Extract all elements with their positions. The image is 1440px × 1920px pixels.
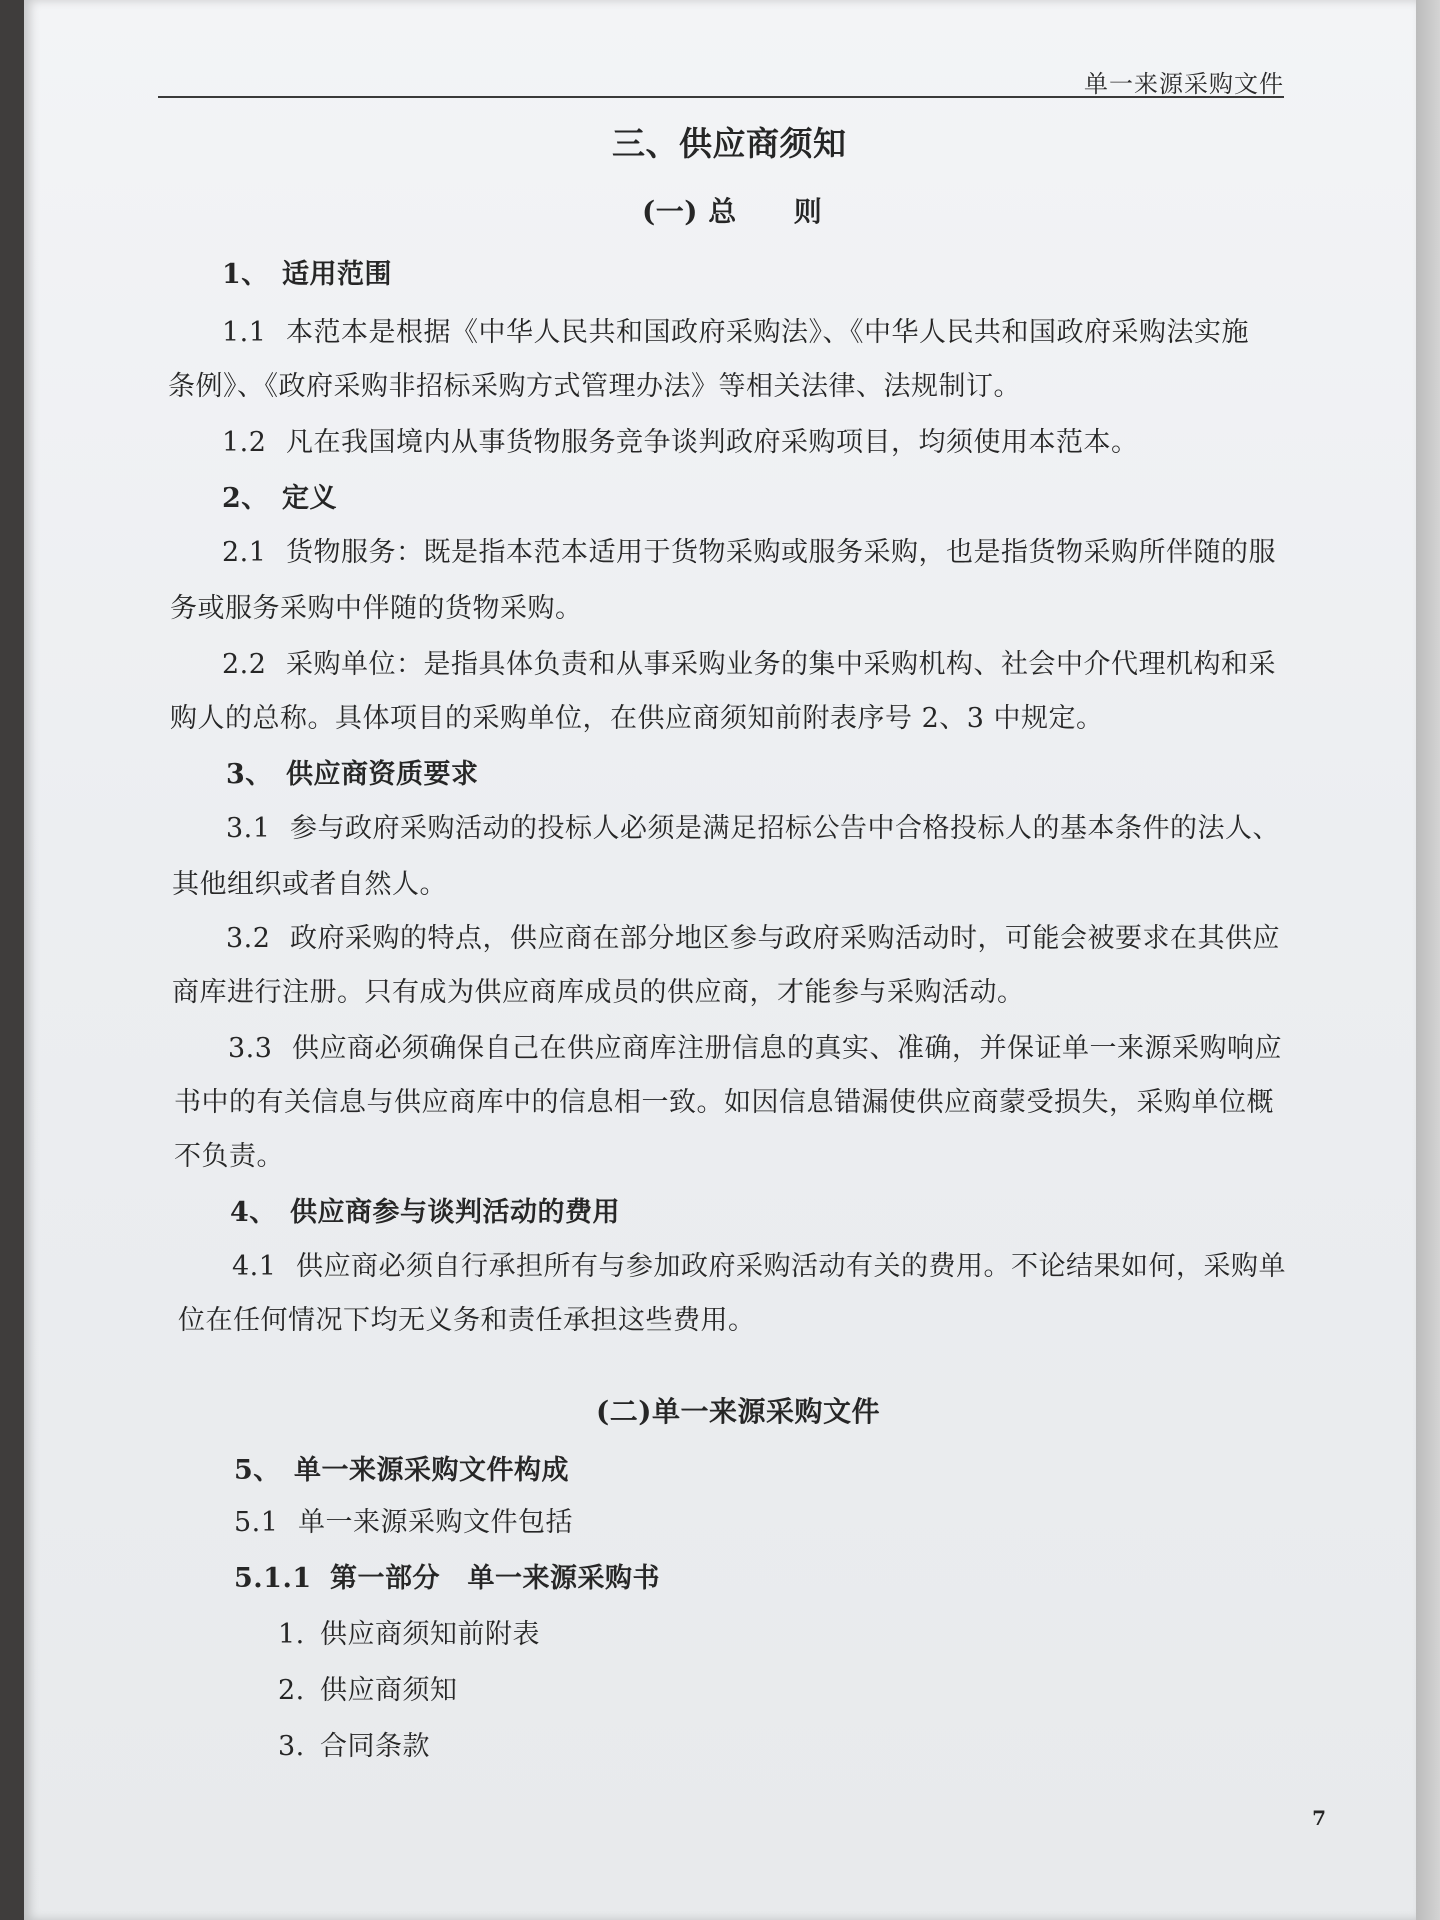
list-item (278, 1724, 430, 1763)
list-text: 供应商须知 (320, 1675, 458, 1706)
list-number: 1. (278, 1619, 305, 1650)
heading-text: 适用范围 (282, 259, 392, 290)
paragraph-1-2 (222, 420, 1139, 459)
clause-number: 3.1 (226, 813, 271, 844)
heading-number: 3、 (226, 759, 273, 790)
clause-text: 供应商必须确保自己在供应商库注册信息的真实、准确，并保证单一来源采购响应 (292, 1033, 1282, 1064)
page-number: 7 (1312, 1806, 1326, 1830)
heading-text: 单一来源采购文件构成 (294, 1455, 569, 1486)
paragraph-3-3-line3: 不负责。 (174, 1141, 284, 1172)
paragraph-4-1-line2: 位在任何情况下均无义务和责任承担这些费用。 (178, 1305, 756, 1336)
paragraph-4-1-line1 (232, 1244, 1286, 1283)
heading-5-1-1 (234, 1556, 660, 1595)
running-header: 单一来源采购文件 (1084, 70, 1284, 98)
list-number: 2. (278, 1675, 305, 1706)
heading-number: 5、 (234, 1455, 281, 1486)
clause-text: 单一来源采购文件包括 (298, 1507, 573, 1538)
clause-number: 3.3 (228, 1033, 273, 1064)
clause-number: 3.2 (226, 923, 271, 954)
heading-text: 定义 (282, 483, 337, 514)
paragraph-1-1-line1 (222, 310, 1249, 349)
heading-1 (222, 252, 392, 291)
paragraph-3-1-line2: 其他组织或者自然人。 (172, 869, 447, 900)
heading-number: 4、 (230, 1197, 277, 1228)
paragraph-3-3-line2: 书中的有关信息与供应商库中的信息相一致。如因信息错漏使供应商蒙受损失，采购单位概 (174, 1087, 1274, 1118)
list-text: 合同条款 (320, 1731, 430, 1762)
list-text: 供应商须知前附表 (320, 1619, 540, 1650)
list-item (278, 1612, 540, 1651)
heading-number: 1、 (222, 259, 269, 290)
heading-5 (234, 1448, 569, 1487)
paragraph-3-2-line1 (226, 916, 1280, 955)
heading-4 (230, 1190, 620, 1229)
clause-text: 参与政府采购活动的投标人必须是满足招标公告中合格投标人的基本条件的法人、 (290, 813, 1280, 844)
heading-text: 供应商资质要求 (286, 759, 479, 790)
paragraph-5-1 (234, 1500, 573, 1539)
clause-number: 2.2 (222, 649, 267, 680)
section-title-general: (一) 总 则 (642, 195, 823, 228)
paragraph-3-2-line2: 商库进行注册。只有成为供应商库成员的供应商，才能参与采购活动。 (172, 977, 1025, 1008)
list-number: 3. (278, 1731, 305, 1762)
paragraph-2-1-line2: 务或服务采购中伴随的货物采购。 (170, 593, 583, 624)
document-page (24, 0, 1416, 1920)
clause-number: 2.1 (222, 537, 267, 568)
heading-text: 第一部分 单一来源采购书 (330, 1563, 660, 1594)
clause-text: 凡在我国境内从事货物服务竞争谈判政府采购项目，均须使用本范本。 (286, 427, 1139, 458)
clause-text: 本范本是根据《中华人民共和国政府采购法》、《中华人民共和国政府采购法实施 (286, 317, 1249, 348)
clause-text: 政府采购的特点，供应商在部分地区参与政府采购活动时，可能会被要求在其供应 (290, 923, 1280, 954)
paragraph-3-3-line1 (228, 1026, 1282, 1065)
clause-number: 5.1 (234, 1507, 279, 1538)
paragraph-3-1-line1 (226, 806, 1280, 845)
paragraph-2-2-line2: 购人的总称。具体项目的采购单位，在供应商须知前附表序号 2、3 中规定。 (170, 703, 1104, 734)
clause-text: 采购单位：是指具体负责和从事采购业务的集中采购机构、社会中介代理机构和采 (286, 649, 1276, 680)
clause-number: 4.1 (232, 1251, 277, 1282)
list-item (278, 1668, 458, 1707)
clause-number: 1.2 (222, 427, 267, 458)
header-rule (158, 96, 1284, 98)
clause-number: 1.1 (222, 317, 267, 348)
paragraph-2-2-line1 (222, 642, 1276, 681)
clause-text: 供应商必须自行承担所有与参加政府采购活动有关的费用。不论结果如何，采购单 (296, 1251, 1286, 1282)
heading-2 (222, 476, 337, 515)
heading-number: 5.1.1 (234, 1563, 312, 1594)
paragraph-2-1-line1 (222, 530, 1276, 569)
heading-text: 供应商参与谈判活动的费用 (290, 1197, 620, 1228)
section-title-single-source: (二)单一来源采购文件 (596, 1395, 880, 1428)
heading-number: 2、 (222, 483, 269, 514)
chapter-title: 三、供应商须知 (612, 124, 847, 163)
paragraph-1-1-line2: 条例》、《政府采购非招标采购方式管理办法》等相关法律、法规制订。 (168, 371, 1021, 402)
clause-text: 货物服务：既是指本范本适用于货物采购或服务采购，也是指货物采购所伴随的服 (286, 537, 1276, 568)
heading-3 (226, 752, 479, 791)
